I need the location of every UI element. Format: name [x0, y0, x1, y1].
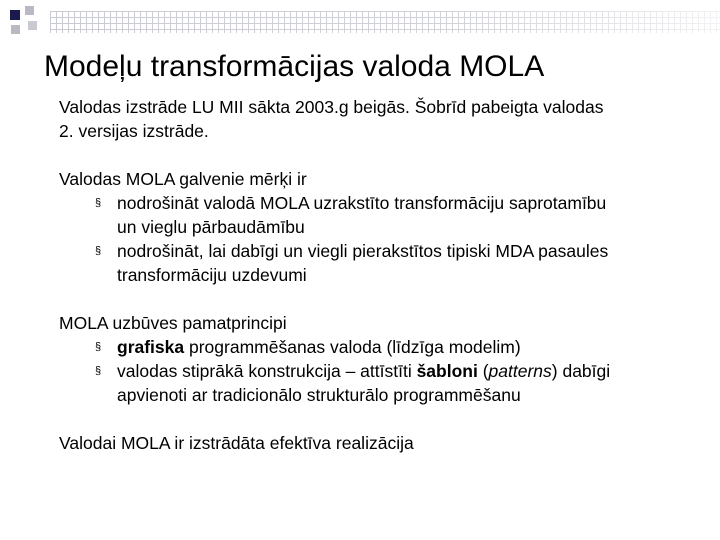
goal-1-line-1: nodrošināt valodā MOLA uzrakstīto transformāciju saprotamību — [117, 193, 607, 213]
list-item — [59, 359, 699, 407]
square-bullet-icon: § — [95, 365, 102, 377]
principle-2-line-2: apvienoti ar tradicionālo strukturālo programmēšanu — [117, 385, 521, 405]
principles-list — [59, 335, 699, 407]
principle-1-text: programmēšanas valoda (līdzīga modelim) — [184, 337, 521, 357]
slide-title: Modeļu transformācijas valoda MOLA — [44, 50, 545, 83]
top-grid-stripe — [50, 11, 720, 33]
list-item — [59, 335, 699, 359]
slide-content — [59, 95, 699, 455]
principle-2-text-3: ) dabīgi — [551, 361, 611, 381]
square-bullet-icon: § — [95, 197, 102, 209]
light-square-icon — [11, 25, 20, 34]
light-square-icon — [28, 21, 37, 30]
principle-2-text-2: ( — [477, 361, 489, 381]
intro-line-1: Valodas izstrāde LU MII sākta 2003.g beigās. Šobrīd pabeigta valodas — [59, 97, 604, 117]
list-item — [59, 191, 699, 239]
principle-1-bold: grafiska — [117, 337, 185, 357]
principles-heading: MOLA uzbūves pamatprincipi — [59, 313, 287, 333]
dark-square-icon — [10, 10, 20, 20]
goal-2-line-1: nodrošināt, lai dabīgi un viegli pierakstītos tipiski MDA pasaules — [117, 241, 609, 261]
square-bullet-icon: § — [95, 245, 102, 257]
goal-1-line-2: un vieglu pārbaudāmību — [117, 217, 305, 237]
goals-section — [59, 167, 699, 287]
goal-2-line-2: transformāciju uzdevumi — [117, 265, 307, 285]
conclusion-text: Valodai MOLA ir izstrādāta efektīva realizācija — [59, 433, 414, 453]
list-item — [59, 239, 699, 287]
goals-list — [59, 191, 699, 287]
intro-line-2: 2. versijas izstrāde. — [59, 121, 209, 141]
principles-section — [59, 311, 699, 407]
principle-2-italic: patterns — [488, 361, 552, 381]
light-square-icon — [25, 6, 34, 15]
intro-paragraph — [59, 95, 699, 143]
principle-2-text-1: valodas stiprākā konstrukcija – attīstīti — [117, 361, 417, 381]
principle-2-bold: šabloni — [416, 361, 478, 381]
square-bullet-icon: § — [95, 341, 102, 353]
goals-heading: Valodas MOLA galvenie mērķi ir — [59, 169, 307, 189]
